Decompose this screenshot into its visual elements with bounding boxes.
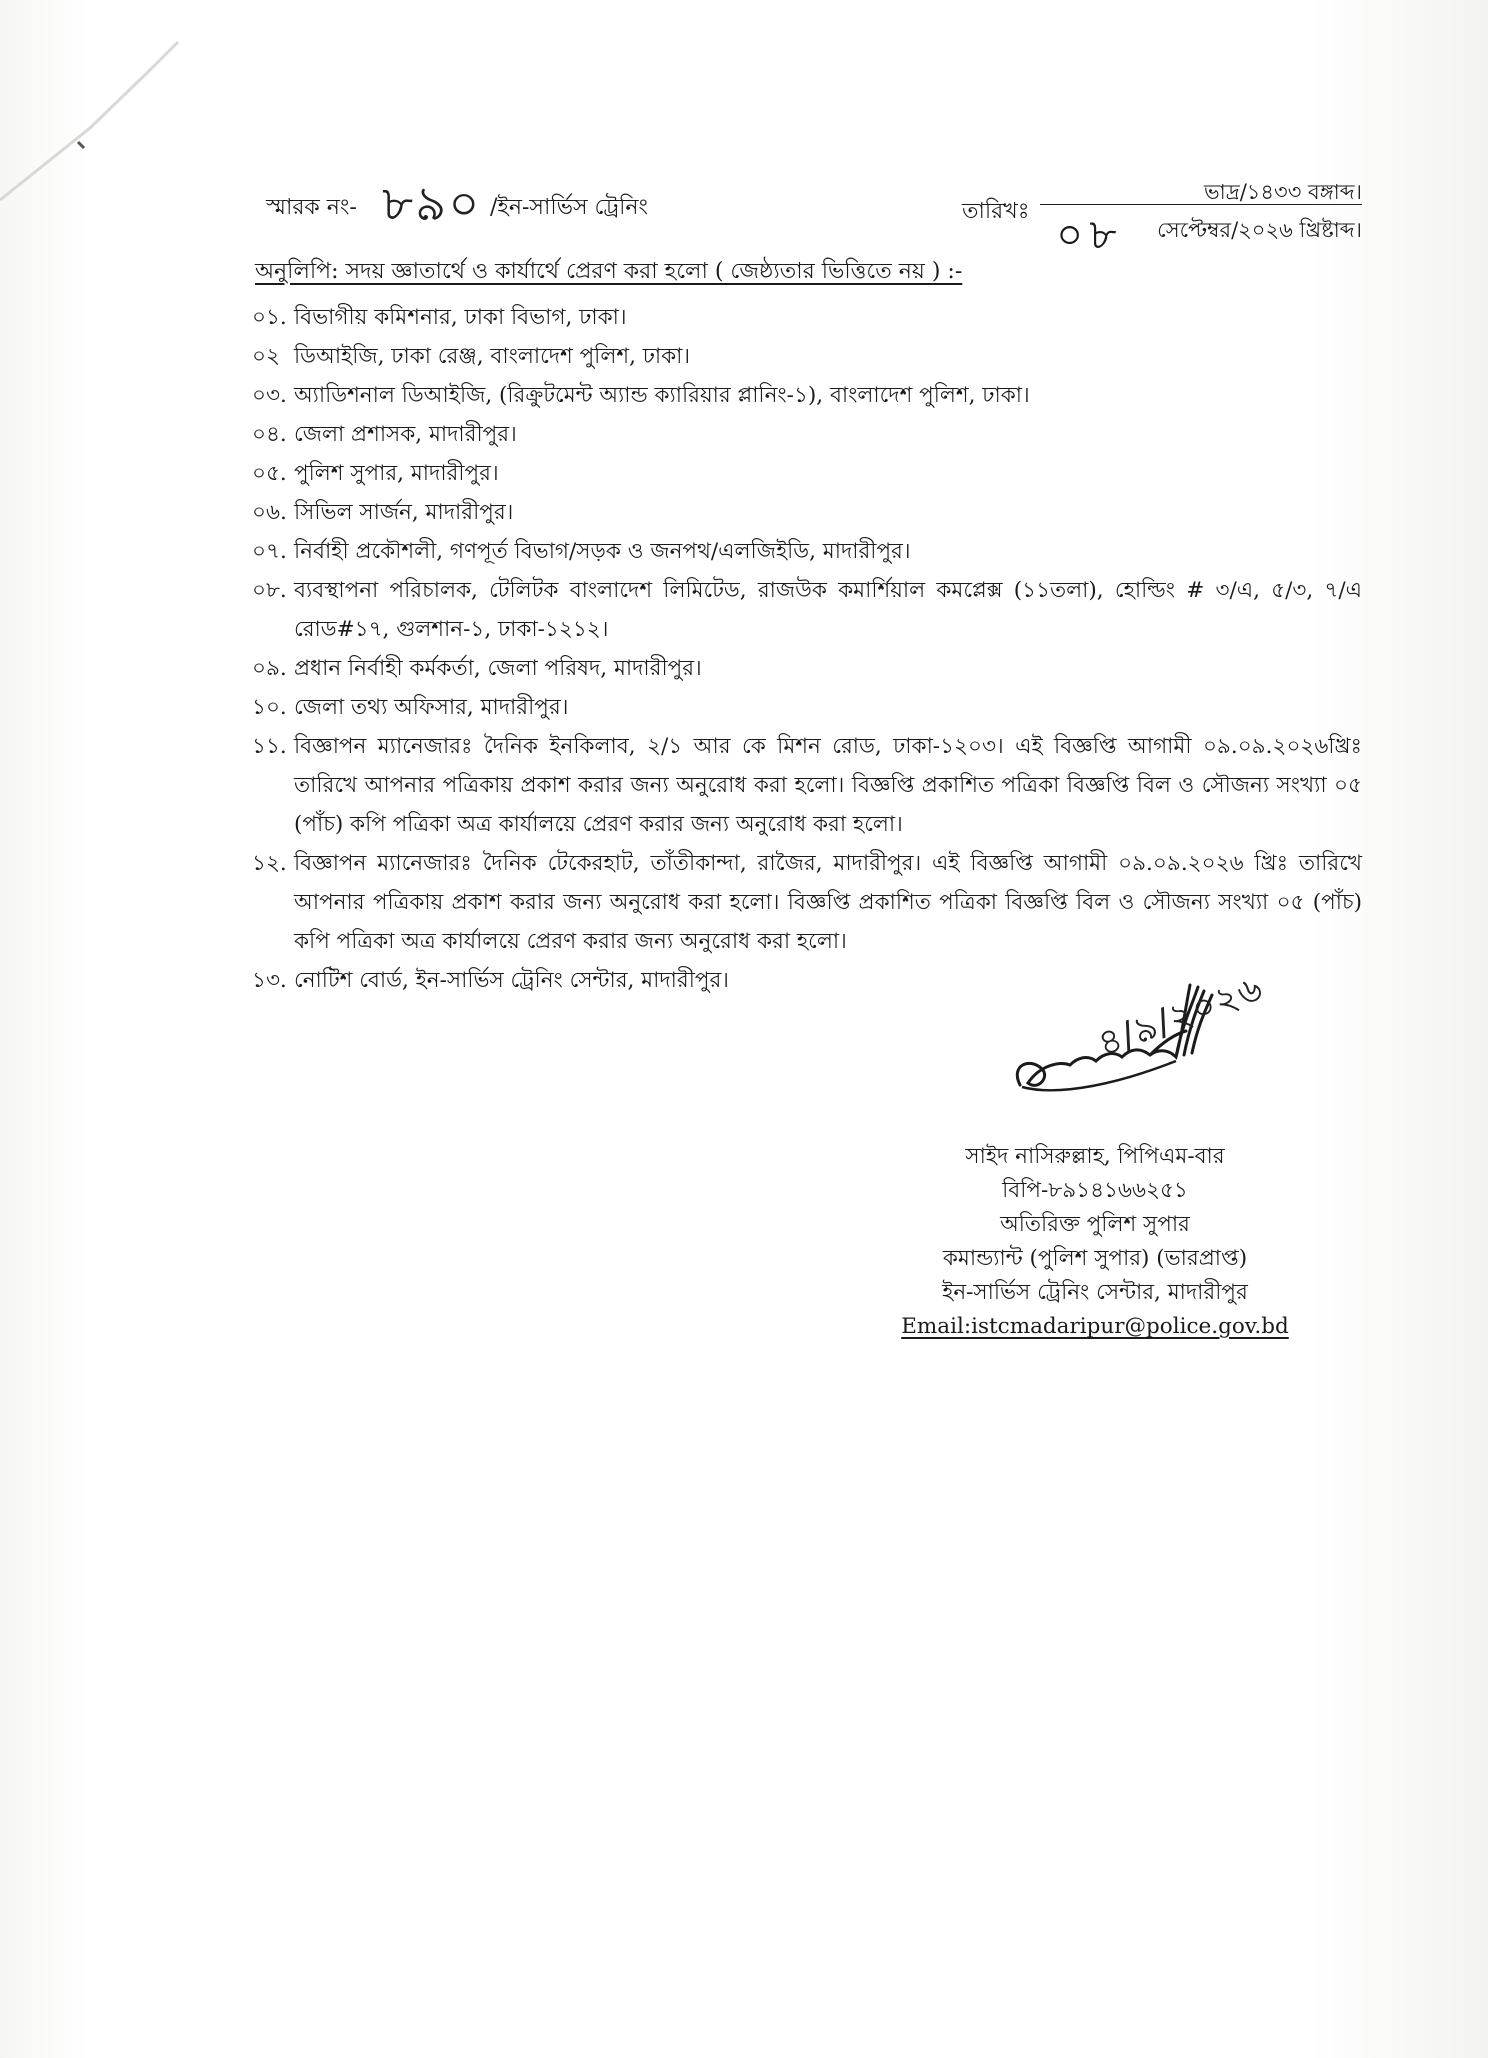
recipient-item <box>252 415 1362 454</box>
recipient-number: ০৫. <box>252 461 287 486</box>
recipient-text: বিজ্ঞাপন ম্যানেজারঃ দৈনিক ইনকিলাব, ২/১ আর কে মিশন রোড, ঢাকা-১২০৩। এই বিজ্ঞপ্তি আগামী ০৯.০৯.২০২৬খ্রিঃ তারিখে আপনার পত্রিকায় প্রকাশ করার জন্য অনুরোধ করা হলো। বিজ্ঞপ্তি প্রকাশিত পত্রিকা বিজ্ঞপ্তি বিল ও সৌজন্য সংখ্যা ০৫ (পাঁচ) কপি পত্রিকা অত্র কার্যালয়ে প্রেরণ করার জন্য অনুরোধ করা হলো। <box>294 734 1362 837</box>
recipient-number: ০২ <box>252 344 280 369</box>
recipient-item <box>252 298 1362 337</box>
recipient-number: ০৩. <box>252 383 287 408</box>
signatory-designation: অতিরিক্ত পুলিশ সুপার <box>1000 1212 1190 1237</box>
recipient-item <box>252 571 1362 649</box>
memo-label: স্মারক নং- <box>266 195 357 220</box>
recipient-number: ০৮. <box>252 578 287 603</box>
recipient-number: ০৬. <box>252 500 287 525</box>
signatory-bp-number: বিপি-৮৯১৪১৬৬২৫১ <box>1002 1178 1188 1203</box>
recipient-text: বিজ্ঞাপন ম্যানেজারঃ দৈনিক টেকেরহাট, তাঁতীকান্দা, রাজৈর, মাদারীপুর। এই বিজ্ঞপ্তি আগামী ০৯.০৯.২০২৬ খ্রিঃ তারিখে আপনার পত্রিকায় প্রকাশ করার জন্য অনুরোধ করা হলো। বিজ্ঞপ্তি প্রকাশিত পত্রিকা বিজ্ঞপ্তি বিল ও সৌজন্য সংখ্যা ০৫ (পাঁচ) কপি পত্রিকা অত্র কার্যালয়ে প্রেরণ করার জন্য অনুরোধ করা হলো। <box>294 851 1362 954</box>
signatory-name: সাইদ নাসিরুল্লাহ, পিপিএম-বার <box>965 1144 1225 1169</box>
recipient-text: জেলা প্রশাসক, মাদারীপুর। <box>294 422 517 447</box>
recipient-number: ০৯. <box>252 656 287 681</box>
signatory-role: কমান্ড্যান্ট (পুলিশ সুপার) (ভারপ্রাপ্ত) <box>942 1246 1248 1271</box>
recipient-item <box>252 337 1362 376</box>
memo-department: /ইন-সার্ভিস ট্রেনিং <box>490 195 648 220</box>
recipient-text: নির্বাহী প্রকৌশলী, গণপূর্ত বিভাগ/সড়ক ও জনপথ/এলজিইডি, মাদারীপুর। <box>294 539 911 564</box>
recipient-number: ০৭. <box>252 539 287 564</box>
recipient-item <box>252 844 1362 961</box>
recipient-text: জেলা তথ্য অফিসার, মাদারীপুর। <box>294 695 569 720</box>
recipient-item <box>252 649 1362 688</box>
recipient-item <box>252 454 1362 493</box>
recipient-text: পুলিশ সুপার, মাদারীপুর। <box>294 461 499 486</box>
date-bangla: ভাদ্র/১৪৩৩ বঙ্গাব্দ। <box>1204 180 1362 204</box>
recipient-number: ০৪. <box>252 422 287 447</box>
date-label: তারিখঃ <box>962 199 1030 224</box>
recipient-item <box>252 727 1362 844</box>
recipient-text: অ্যাডিশনাল ডিআইজি, (রিক্রুটমেন্ট অ্যান্ড ক্যারিয়ার প্লানিং-১), বাংলাদেশ পুলিশ, ঢাকা। <box>294 383 1030 408</box>
recipient-item <box>252 376 1362 415</box>
recipient-text: ডিআইজি, ঢাকা রেঞ্জ, বাংলাদেশ পুলিশ, ঢাকা। <box>294 344 691 369</box>
recipient-number: ১৩. <box>252 968 287 993</box>
distribution-heading: অনুলিপি: সদয় জ্ঞাতার্থে ও কার্যার্থে প্রেরণ করা হলো ( জেষ্ঠ্যতার ভিত্তিতে নয় ) :- <box>255 259 963 284</box>
recipient-text: প্রধান নির্বাহী কর্মকর্তা, জেলা পরিষদ, মাদারীপুর। <box>294 656 702 681</box>
recipient-list <box>252 298 1362 1000</box>
signatory-office: ইন-সার্ভিস ট্রেনিং সেন্টার, মাদারীপুর <box>942 1280 1248 1305</box>
recipient-number: ০১. <box>252 305 287 330</box>
recipient-number: ১২. <box>252 851 287 876</box>
date-day-handwritten: ০৮ <box>1056 210 1123 259</box>
recipient-number: ১০. <box>252 695 287 720</box>
signature-date-handwritten: ৪/৯/২০২৬ <box>1092 967 1269 1066</box>
recipient-item <box>252 532 1362 571</box>
recipient-text: সিভিল সার্জন, মাদারীপুর। <box>294 500 514 525</box>
recipient-item <box>252 688 1362 727</box>
recipient-item <box>252 493 1362 532</box>
signatory-email[interactable]: Email:istcmadaripur@police.gov.bd <box>901 1314 1289 1339</box>
recipient-text: ব্যবস্থাপনা পরিচালক, টেলিটক বাংলাদেশ লিমিটেড, রাজউক কমার্শিয়াল কমপ্লেক্স (১১তলা), হোল্ডিং # ৩/এ, ৫/৩, ৭/এ রোড#১৭, গুলশান-১, ঢাকা-১২১২। <box>294 578 1362 642</box>
recipient-text: নোটিশ বোর্ড, ইন-সার্ভিস ট্রেনিং সেন্টার, মাদারীপুর। <box>294 968 729 993</box>
recipient-text: বিভাগীয় কমিশনার, ঢাকা বিভাগ, ঢাকা। <box>294 305 627 330</box>
date-english: সেপ্টেম্বর/২০২৬ খ্রিষ্টাব্দ। <box>1157 218 1362 242</box>
memo-number: ৮৯০ <box>382 176 482 232</box>
signatory-block <box>880 1140 1310 1344</box>
recipient-number: ১১. <box>252 734 287 759</box>
